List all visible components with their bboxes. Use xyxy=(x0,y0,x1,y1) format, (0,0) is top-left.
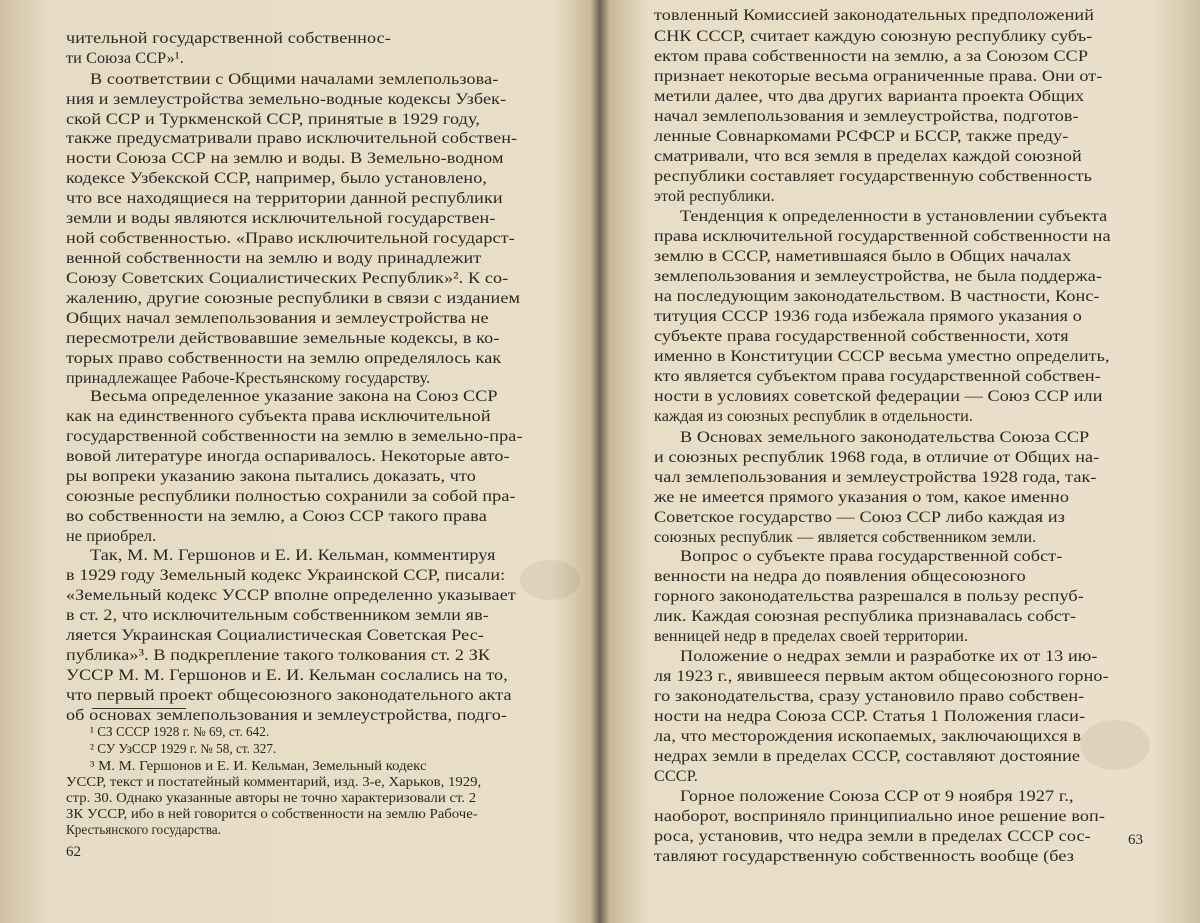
text-line: об основах землепользования и землеустройства, подго- xyxy=(66,706,508,724)
text-line: УССР М. М. Гершонов и Е. И. Кельман сослались на то, xyxy=(66,666,508,684)
text-line: ния и землеустройства земельно-водные кодексы Узбек- xyxy=(66,90,507,108)
text-line: ры вопреки указанию закона пытались доказать, что xyxy=(66,467,476,485)
text-line: Горное положение Союза ССР от 9 ноября 1927 г., xyxy=(680,787,1074,805)
text-line: землю в СССР, наметившаяся было в Общих началах xyxy=(654,247,1072,265)
footnote-line: ³ М. М. Гершонов и Е. И. Кельман, Земельный кодекс xyxy=(90,758,427,773)
text-line: венности на недра до появления общесоюзного xyxy=(654,567,1026,585)
text-line: Вопрос о субъекте права государственной собст- xyxy=(680,547,1063,565)
footnote-line: ЗК УССР, ибо в ней говорится о собственности на землю Рабоче- xyxy=(66,806,478,821)
text-line: кто является субъектом права государственной собствен- xyxy=(654,367,1101,385)
text-line: также предусматривали право исключительной собствен- xyxy=(66,129,518,147)
text-line: венной собственности на землю и воду принадлежит xyxy=(66,249,482,267)
text-line: ектом права собственности на землю, а за Союзом ССР xyxy=(654,47,1089,65)
text-line: Тенденция к определенности в установлении субъекта xyxy=(680,207,1108,225)
text-line: каждая из союзных республик в отдельности. xyxy=(654,407,973,425)
text-line: ля 1923 г., явившееся первым актом общесоюзного горно- xyxy=(654,667,1109,685)
text-line: Советское государство — Союз ССР либо каждая из xyxy=(654,508,1065,526)
text-line: союзные республики полностью сохранили за собой пра- xyxy=(66,487,516,505)
text-line: венницей недр в пределах своей территории. xyxy=(654,627,969,645)
text-line: СССР. xyxy=(654,767,698,785)
text-line: ности Союза ССР на землю и воды. В Земельно-водном xyxy=(66,149,504,167)
text-line: товленный Комиссией законодательных предположений xyxy=(654,6,1095,24)
text-line: Так, М. М. Гершонов и Е. И. Кельман, комментируя xyxy=(90,546,496,564)
text-line: публика»³. В подкрепление такого толкования ст. 2 ЗК xyxy=(66,646,491,664)
footnote-line: ² СУ УзССР 1929 г. № 58, ст. 327. xyxy=(90,741,277,756)
footnote-line: УССР, текст и постатейный комментарий, изд. 3-е, Харьков, 1929, xyxy=(66,774,482,789)
text-line: В Основах земельного законодательства Союза ССР xyxy=(680,428,1090,446)
page-number: 62 xyxy=(66,844,81,860)
text-line: как на единственного субъекта права исключительной xyxy=(66,407,491,425)
text-line: тавляют государственную собственность вообще (без xyxy=(654,847,1075,865)
text-line: принадлежащее Рабоче-Крестьянскому государству. xyxy=(66,369,431,387)
page-number: 63 xyxy=(1128,832,1143,848)
text-line: ла, что месторождения ископаемых, заключающихся в xyxy=(654,727,1082,745)
text-line: титуция СССР 1936 года избежала прямого указания о xyxy=(654,307,1082,325)
text-line: субъекте права государственной собственности, хотя xyxy=(654,327,1069,345)
text-line: наоборот, восприняло принципиально иное решение воп- xyxy=(654,807,1106,825)
text-line: роса, установив, что недра земли в пределах СССР сос- xyxy=(654,827,1091,845)
text-line: В соответствии с Общими началами землепользова- xyxy=(90,70,499,88)
text-line: во собственности на землю, а Союз ССР такого права xyxy=(66,507,487,525)
text-line: жалению, другие союзные республики в связи с изданием xyxy=(66,289,521,307)
text-line: республики составляет государственную собственность xyxy=(654,167,1092,185)
text-line: же не имеется прямого указания о том, какое именно xyxy=(654,488,1070,506)
text-line: землепользования и землеустройства, не была поддержа- xyxy=(654,267,1103,285)
footnote-line: Крестьянского государства. xyxy=(66,822,221,837)
text-line: ляется Украинская Социалистическая Советская Рес- xyxy=(66,626,485,644)
text-line: Союзу Советских Социалистических Республик»². К со- xyxy=(66,269,509,287)
text-line: начал землепользования и землеустройства, подготов- xyxy=(654,107,1079,125)
text-line: признает некоторые весьма ограниченные права. Они от- xyxy=(654,67,1103,85)
text-line: «Земельный кодекс УССР вполне определенно указывает xyxy=(66,586,516,604)
text-line: сматривали, что вся земля в пределах каждой союзной xyxy=(654,147,1082,165)
right-page xyxy=(600,0,1200,923)
text-line: горного законодательства разрешался в пользу респуб- xyxy=(654,587,1084,605)
text-line: в 1929 году Земельный кодекс Украинской ССР, писали: xyxy=(66,566,506,584)
text-line: в ст. 2, что исключительным собственником земли яв- xyxy=(66,606,489,624)
text-line: СНК СССР, считает каждую союзную республику субъ- xyxy=(654,27,1093,45)
text-line: ной собственностью. «Право исключительной государст- xyxy=(66,229,515,247)
text-line: ности на недра Союза ССР. Статья 1 Положения гласи- xyxy=(654,707,1086,725)
text-line: союзных республик — является собственником земли. xyxy=(654,528,1037,546)
text-line: ности в условиях советской федерации — Союз ССР или xyxy=(654,387,1103,405)
text-line: кодексе Узбекской ССР, например, было установлено, xyxy=(66,169,488,187)
text-line: пересмотрели действовавшие земельные кодексы, в ко- xyxy=(66,329,500,347)
text-line: именно в Конституции СССР весьма уместно определить, xyxy=(654,347,1110,365)
text-line: Общих начал землепользования и землеустройства не xyxy=(66,309,489,327)
text-line: вовой литературе иногда оспаривалось. Некоторые авто- xyxy=(66,447,510,465)
text-line: Весьма определенное указание закона на Союз ССР xyxy=(90,387,498,405)
text-line: этой республики. xyxy=(654,187,775,205)
text-line: на последующим законодательством. В частности, Конс- xyxy=(654,287,1100,305)
text-line: ти Союза ССР»¹. xyxy=(66,49,184,67)
footnote-line: стр. 30. Однако указанные авторы не точно характеризовали ст. 2 xyxy=(66,790,477,805)
text-line: чительной государственной собственнос- xyxy=(66,29,391,47)
text-line: и союзных республик 1968 года, в отличие от Общих на- xyxy=(654,448,1100,466)
text-line: что первый проект общесоюзного законодательного акта xyxy=(66,686,512,704)
text-line: что все находящиеся на территории данной республики xyxy=(66,189,503,207)
text-line: земли и воды являются исключительной государствен- xyxy=(66,209,496,227)
text-line: не приобрел. xyxy=(66,527,157,545)
text-line: ленные Совнаркомами РСФСР и БССР, также преду- xyxy=(654,127,1069,145)
text-line: чал землепользования и землеустройства 1928 года, так- xyxy=(654,468,1097,486)
text-line: торых право собственности на землю определялось как xyxy=(66,349,502,367)
text-line: го законодательства, сразу установило право собствен- xyxy=(654,687,1085,705)
text-line: права исключительной государственной собственности на xyxy=(654,227,1111,245)
text-line: Положение о недрах земли и разработке их от 13 ию- xyxy=(680,647,1098,665)
footnote-line: ¹ СЗ СССР 1928 г. № 69, ст. 642. xyxy=(90,724,270,739)
text-line: метили далее, что два других варианта проекта Общих xyxy=(654,87,1085,105)
text-line: государственной собственности на землю в земельно-пра- xyxy=(66,427,523,445)
text-line: лик. Каждая союзная республика признавалась собст- xyxy=(654,607,1077,625)
text-line: ской ССР и Туркменской ССР, принятые в 1929 году, xyxy=(66,110,481,128)
text-line: недрах земли в пределах СССР, составляют достояние xyxy=(654,747,1081,765)
